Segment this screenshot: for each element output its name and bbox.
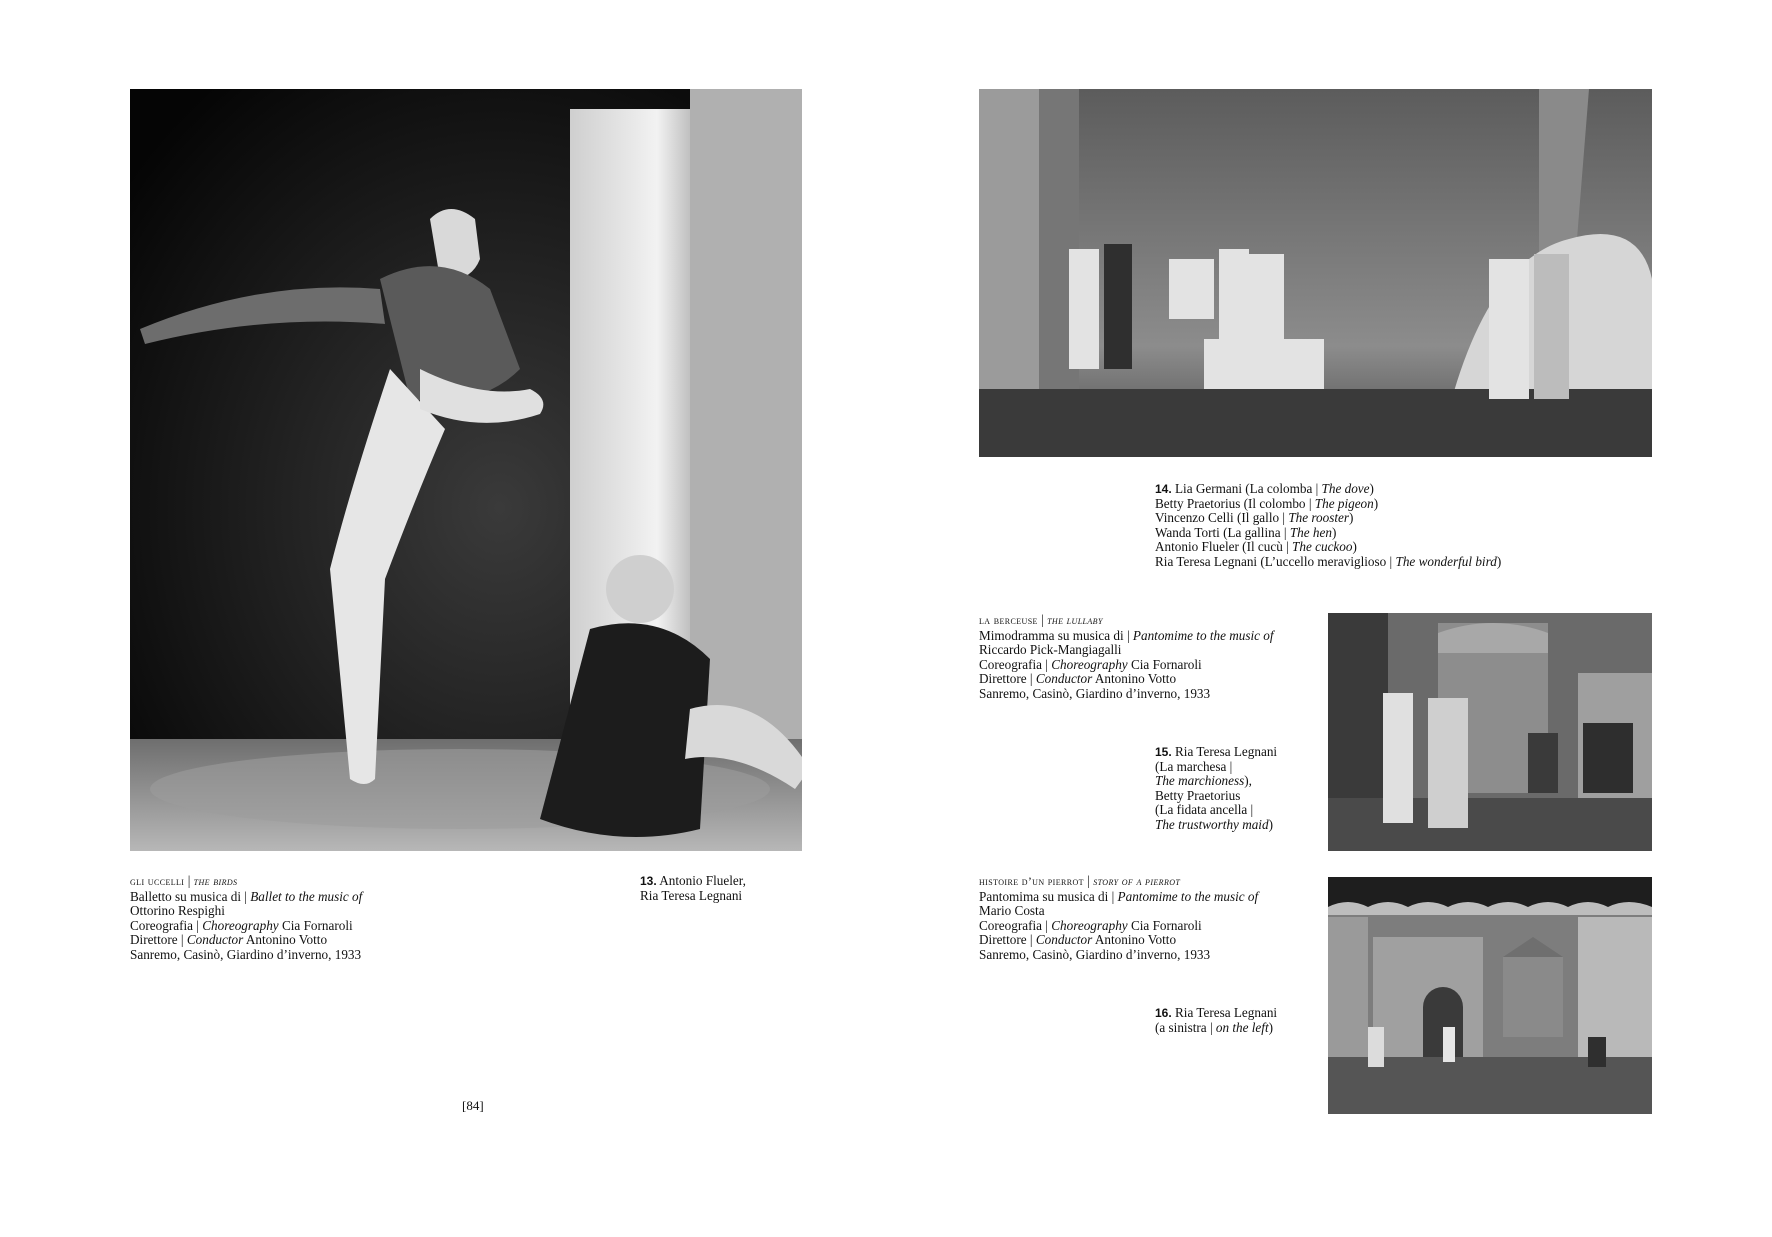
music-label-english: Ballet to the music of	[250, 888, 363, 904]
caption-role-english: The marchioness	[1155, 773, 1245, 789]
section-title-gli-uccelli	[130, 874, 362, 890]
cast-row	[1155, 526, 1501, 541]
separator: |	[192, 917, 203, 933]
cast-row	[1155, 511, 1501, 526]
cast-role-english: The rooster	[1288, 510, 1350, 526]
choreographer: Cia Fornaroli	[281, 917, 353, 933]
caption-line: Antonio Flueler,	[659, 873, 746, 888]
title-italian: la berceuse	[979, 615, 1038, 627]
cast-name: Betty Praetorius (Il colombo	[1155, 495, 1306, 511]
title-english: the lullaby	[1047, 615, 1103, 627]
photo-plate-13-dancers	[130, 89, 802, 851]
separator: |	[1123, 627, 1133, 643]
paren: )	[1373, 495, 1379, 511]
conductor-line	[130, 933, 362, 948]
cast-name: Ria Teresa Legnani (L’uccello meraviglioso	[1155, 553, 1387, 569]
cast-row	[1155, 540, 1501, 555]
separator: |	[1041, 917, 1052, 933]
title-english: the birds	[193, 876, 238, 888]
separator: |	[1206, 1019, 1216, 1035]
paren: )	[1331, 524, 1337, 540]
cast-row	[1155, 555, 1501, 570]
separator: |	[1026, 671, 1036, 687]
separator: |	[1279, 510, 1289, 526]
title-english: story of a pierrot	[1093, 876, 1181, 888]
caption-plate-15	[1155, 745, 1277, 833]
conductor-label-italian: Direttore	[979, 671, 1027, 687]
caption-line: Betty Praetorius	[1155, 787, 1241, 803]
music-line	[130, 890, 362, 905]
separator: |	[1041, 656, 1052, 672]
choreo-label-english: Choreography	[1051, 656, 1128, 672]
conductor-label-english: Conductor	[1035, 932, 1093, 948]
conductor-label-italian: Direttore	[979, 932, 1027, 948]
choreographer: Cia Fornaroli	[1130, 917, 1202, 933]
separator: |	[1037, 612, 1048, 627]
music-label-english: Pantomime to the music of	[1117, 888, 1259, 904]
caption-english: on the left	[1215, 1019, 1269, 1035]
conductor-label-english: Conductor	[1035, 671, 1093, 687]
choreo-label-italian: Coreografia	[979, 917, 1042, 933]
music-label-italian: Pantomima su musica di	[979, 888, 1109, 904]
separator: |	[1386, 553, 1396, 569]
caption-plate-16	[1155, 1006, 1277, 1035]
section-title-la-berceuse	[979, 613, 1274, 629]
caption-plate-13	[640, 874, 746, 903]
cast-name: Antonio Flueler (Il cucù	[1155, 539, 1283, 555]
photo-plate-14-stage-group	[979, 89, 1652, 457]
conductor-label-english: Conductor	[186, 932, 244, 948]
separator: |	[1280, 524, 1290, 540]
cast-name: Lia Germani (La colomba	[1174, 481, 1313, 496]
caption-line: (La marchesa |	[1155, 758, 1233, 774]
composer: Mario Costa	[979, 903, 1045, 919]
choreographer: Cia Fornaroli	[1130, 656, 1202, 672]
photo-plate-16-village-set	[1328, 877, 1652, 1114]
composer: Riccardo Pick-Mangiagalli	[979, 642, 1122, 658]
caption-gli-uccelli	[130, 874, 362, 963]
conductor-label-italian: Direttore	[130, 932, 178, 948]
choreography-line	[979, 919, 1258, 934]
plate-number: 16.	[1155, 1006, 1172, 1020]
conductor: Antonino Votto	[1094, 932, 1177, 948]
separator: |	[177, 932, 187, 948]
separator: |	[1282, 539, 1293, 555]
music-line	[979, 890, 1258, 905]
separator: |	[184, 873, 194, 888]
conductor: Antonino Votto	[245, 932, 328, 948]
music-line	[979, 629, 1274, 644]
plate-number: 14.	[1155, 482, 1172, 496]
venue: Sanremo, Casinò, Giardino d’inverno, 1933	[130, 946, 362, 962]
paren: )	[1496, 553, 1502, 569]
caption-histoire-dun-pierrot	[979, 874, 1258, 963]
photo-plate-15-interior	[1328, 613, 1652, 851]
cast-row	[1155, 497, 1501, 512]
cast-role-english: The pigeon	[1314, 495, 1374, 511]
plate-number: 15.	[1155, 745, 1172, 759]
choreo-label-english: Choreography	[202, 917, 279, 933]
conductor-line	[979, 933, 1258, 948]
section-title-pierrot	[979, 874, 1258, 890]
cast-role-english: The cuckoo	[1292, 539, 1353, 555]
caption-line: (a sinistra	[1155, 1019, 1207, 1035]
caption-line: Ria Teresa Legnani	[1174, 1005, 1278, 1020]
paren: )	[1268, 816, 1273, 832]
separator: |	[1305, 495, 1315, 511]
cast-role-english: The hen	[1289, 524, 1332, 540]
cast-role-english: The dove	[1321, 481, 1370, 496]
paren: )	[1349, 510, 1354, 526]
page-number: [84]	[462, 1098, 484, 1113]
caption-line: (La fidata ancella |	[1155, 802, 1254, 818]
plate-number: 13.	[640, 874, 657, 888]
choreo-label-english: Choreography	[1051, 917, 1128, 933]
cast-name: Wanda Torti (La gallina	[1155, 524, 1281, 540]
caption-line: Ria Teresa Legnani	[640, 887, 743, 903]
separator: |	[1083, 873, 1094, 888]
cast-row	[1155, 482, 1501, 497]
conductor: Antonino Votto	[1094, 671, 1177, 687]
paren: ),	[1244, 773, 1252, 789]
choreography-line	[979, 658, 1274, 673]
paren: )	[1352, 539, 1357, 555]
cast-role-english: The wonderful bird	[1395, 553, 1497, 569]
separator: |	[1026, 932, 1036, 948]
music-label-english: Pantomime to the music of	[1132, 627, 1274, 643]
separator: |	[1108, 888, 1118, 904]
music-label-italian: Balletto su musica di	[130, 888, 241, 904]
caption-la-berceuse	[979, 613, 1274, 702]
separator: |	[240, 888, 251, 904]
venue: Sanremo, Casinò, Giardino d’inverno, 1933	[979, 946, 1211, 962]
music-label-italian: Mimodramma su musica di	[979, 627, 1124, 643]
choreo-label-italian: Coreografia	[130, 917, 193, 933]
title-italian: histoire d’un pierrot	[979, 876, 1084, 888]
conductor-line	[979, 672, 1274, 687]
composer: Ottorino Respighi	[130, 903, 225, 919]
separator: |	[1312, 481, 1322, 496]
choreography-line	[130, 919, 362, 934]
caption-role-english: The trustworthy maid	[1155, 816, 1269, 832]
cast-name: Vincenzo Celli (Il gallo	[1155, 510, 1280, 526]
paren: )	[1369, 481, 1374, 496]
choreo-label-italian: Coreografia	[979, 656, 1042, 672]
caption-line: Ria Teresa Legnani	[1174, 744, 1278, 759]
paren: )	[1268, 1019, 1274, 1035]
venue: Sanremo, Casinò, Giardino d’inverno, 1933	[979, 685, 1211, 701]
title-italian: gli uccelli	[130, 876, 185, 888]
caption-plate-14	[1155, 482, 1501, 570]
